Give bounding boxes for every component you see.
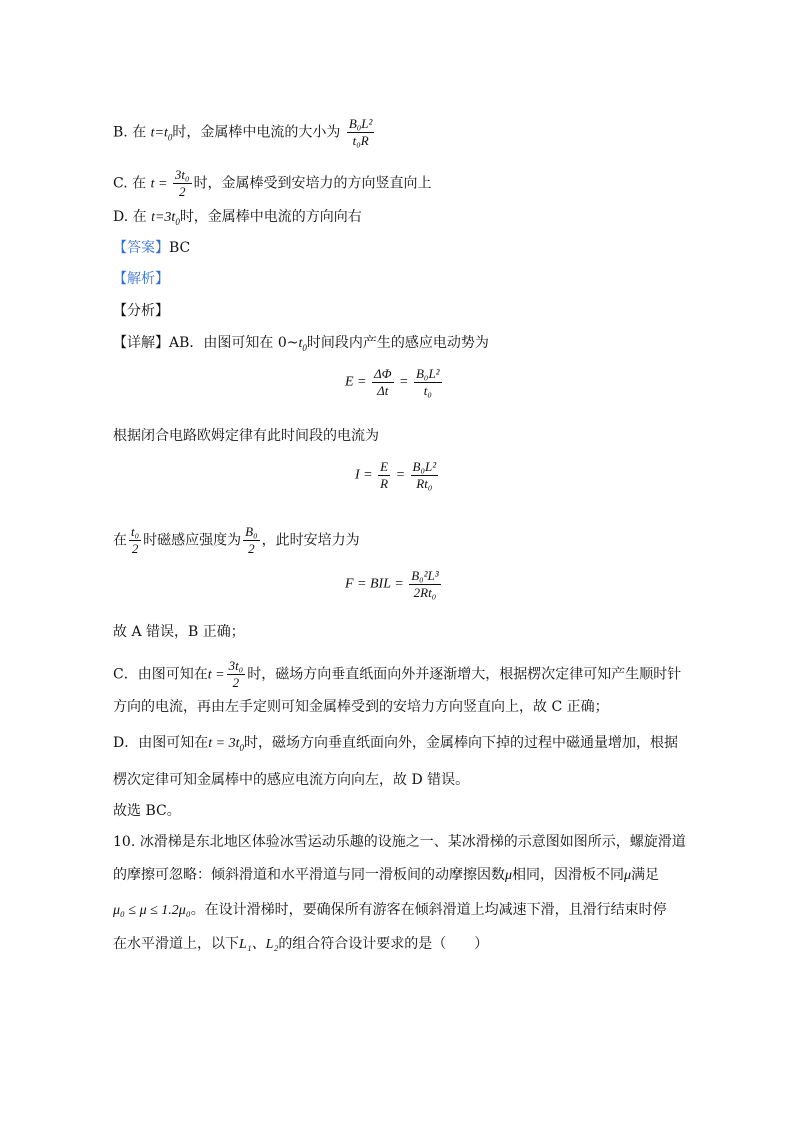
eq1-fraction-1 (372, 366, 394, 399)
text3-fraction-1 (129, 524, 141, 557)
eq1-f1-den: Δt (377, 383, 389, 398)
text-c-conclusion: 方向的电流，再由左手定则可知金属棒受到的安培力方向竖直向上，故 C 正确； (113, 699, 609, 715)
q10-line3-math: μ₀ ≤ μ ≤ 1.2μ₀ (113, 903, 191, 918)
q10-line-2 (113, 865, 659, 886)
detail-text-a: AB．由图可知在 0~ (169, 335, 299, 351)
q10-line4-a: 在水平滑道上，以下 (113, 936, 239, 952)
text-field-strength (113, 524, 360, 557)
text5-fraction (227, 658, 246, 691)
text5-b: 时，磁场方向垂直纸面向外并逐渐增大，根据楞次定律可知产生顺时针 (247, 666, 682, 683)
equation-current (355, 459, 440, 492)
text5-lhs: t = (207, 667, 225, 683)
eq2-f2-num: B₀L² (412, 459, 437, 474)
eq2-lhs: I = (355, 467, 373, 483)
text7-b: 时，磁场方向垂直纸面向外，金属棒向下掉的过程中磁通量增加，根据 (243, 735, 678, 751)
eq1-f2-num: B₀L² (415, 366, 440, 381)
eq2-fraction-1 (378, 459, 390, 492)
answer-tag: 【答案】 (113, 240, 169, 256)
option-b-text: 时，金属棒中电流的大小为 (172, 124, 341, 141)
option-c-frac-num: 3t₀ (174, 167, 190, 182)
q10-line2-b: 相同，因滑板不同 (512, 867, 625, 883)
option-b-sub: 0 (167, 132, 173, 143)
text5-f-num: 3t₀ (228, 658, 244, 673)
detail-tag: 【详解】 (113, 335, 169, 351)
text-conclusion-ab: 故 A 错误，B 正确； (113, 624, 245, 640)
option-b-frac-num: B₀L² (348, 116, 373, 131)
option-c-label: C. 在 (113, 175, 151, 192)
equation-emf (345, 366, 444, 399)
option-b-fraction (347, 116, 375, 149)
eq2-f1-den: R (380, 476, 389, 491)
option-c-fraction (173, 167, 192, 200)
eq2-f2-den: Rt₀ (416, 476, 433, 491)
text-final-answer: 故选 BC。 (113, 803, 181, 819)
q10-mu-2: μ (624, 868, 632, 883)
text3-f1-den: 2 (131, 541, 139, 556)
q10-line-1: 10. 冰滑梯是东北地区体验冰雪运动乐趣的设施之一、某冰滑梯的示意图如图所示，螺旋滑道 (113, 834, 686, 850)
text3-b: 时磁感应强度为 (143, 532, 242, 549)
text3-f1-num: t₀ (131, 524, 140, 539)
eq3-f-num: B₀²L³ (411, 568, 439, 583)
text5-f-den: 2 (232, 675, 240, 690)
eq1-lhs: E = (345, 374, 367, 390)
detail-var: t (298, 336, 303, 351)
text7-sub: 0 (239, 742, 244, 753)
equation-force (345, 568, 443, 601)
text-d-conclusion: 楞次定律可知金属棒中的感应电流方向向左，故 D 错误。 (113, 772, 470, 788)
q10-line3-b: 。在设计滑梯时，要确保所有游客在倾斜滑道上均减速下滑，且滑行结束时停 (190, 902, 667, 918)
text-ohm: 根据闭合电路欧姆定律有此时间段的电流为 (113, 428, 379, 444)
option-c-text: 时，金属棒受到安培力的方向竖直向上 (193, 175, 432, 192)
text-c-analysis (113, 658, 681, 691)
option-c (113, 167, 432, 200)
eq1-f2-den: t₀ (423, 383, 432, 398)
option-d-var: t=3t (151, 210, 176, 225)
option-c-lhs: t = (150, 176, 171, 192)
text5-a: C．由图可知在 (113, 666, 208, 683)
option-d-label: D. 在 (113, 209, 152, 225)
eq3-lhs: F = BIL = (345, 576, 404, 592)
option-d (113, 207, 362, 232)
text7-var: t = 3t (208, 736, 240, 751)
answer-value: BC (169, 240, 191, 256)
fenxi-tag: 【分析】 (113, 303, 169, 319)
text3-c: ，此时安培力为 (261, 532, 360, 549)
q10-line-3 (113, 900, 667, 921)
option-c-frac-den: 2 (178, 184, 186, 199)
eq3-f-den: 2Rt₀ (413, 585, 437, 600)
text3-f2-den: 2 (248, 541, 255, 556)
eq2-fraction-2 (411, 459, 439, 492)
q10-mu-1: μ (505, 868, 513, 883)
eq1-fraction-2 (414, 366, 442, 399)
analysis-tag: 【解析】 (113, 271, 169, 287)
detail-line-1 (113, 333, 489, 358)
option-b (113, 116, 376, 149)
eq3-fraction (409, 568, 441, 601)
option-b-frac-den: t₀R (352, 133, 369, 148)
q10-line4-math: L₁、L₂ (239, 937, 279, 952)
text3-a: 在 (113, 532, 127, 549)
text3-f2-num: B₀ (245, 524, 258, 539)
q10-line4-b: 的组合符合设计要求的是（ ） (278, 936, 489, 952)
option-d-text: 时，金属棒中电流的方向向右 (179, 209, 362, 225)
detail-sub: 0 (302, 342, 307, 353)
text3-fraction-2 (243, 524, 259, 557)
option-b-var: t=t (150, 125, 168, 141)
q10-line2-a: 的摩擦可忽略：倾斜滑道和水平滑道与同一滑板间的动摩擦因数 (113, 867, 505, 883)
eq1-equals: = (399, 374, 409, 390)
q10-line2-c: 满足 (631, 867, 660, 883)
detail-text-b: 时间段内产生的感应电动势为 (306, 335, 489, 351)
eq1-f1-num: ΔΦ (374, 366, 392, 381)
option-b-label: B. 在 (113, 124, 151, 141)
eq2-equals: = (395, 467, 406, 483)
q10-line-4 (113, 934, 488, 955)
text7-a: D．由图可知在 (113, 735, 209, 751)
text-d-analysis (113, 733, 678, 758)
answer-line (113, 238, 190, 258)
eq2-f1-num: E (380, 459, 389, 474)
option-d-sub: 0 (175, 216, 180, 227)
